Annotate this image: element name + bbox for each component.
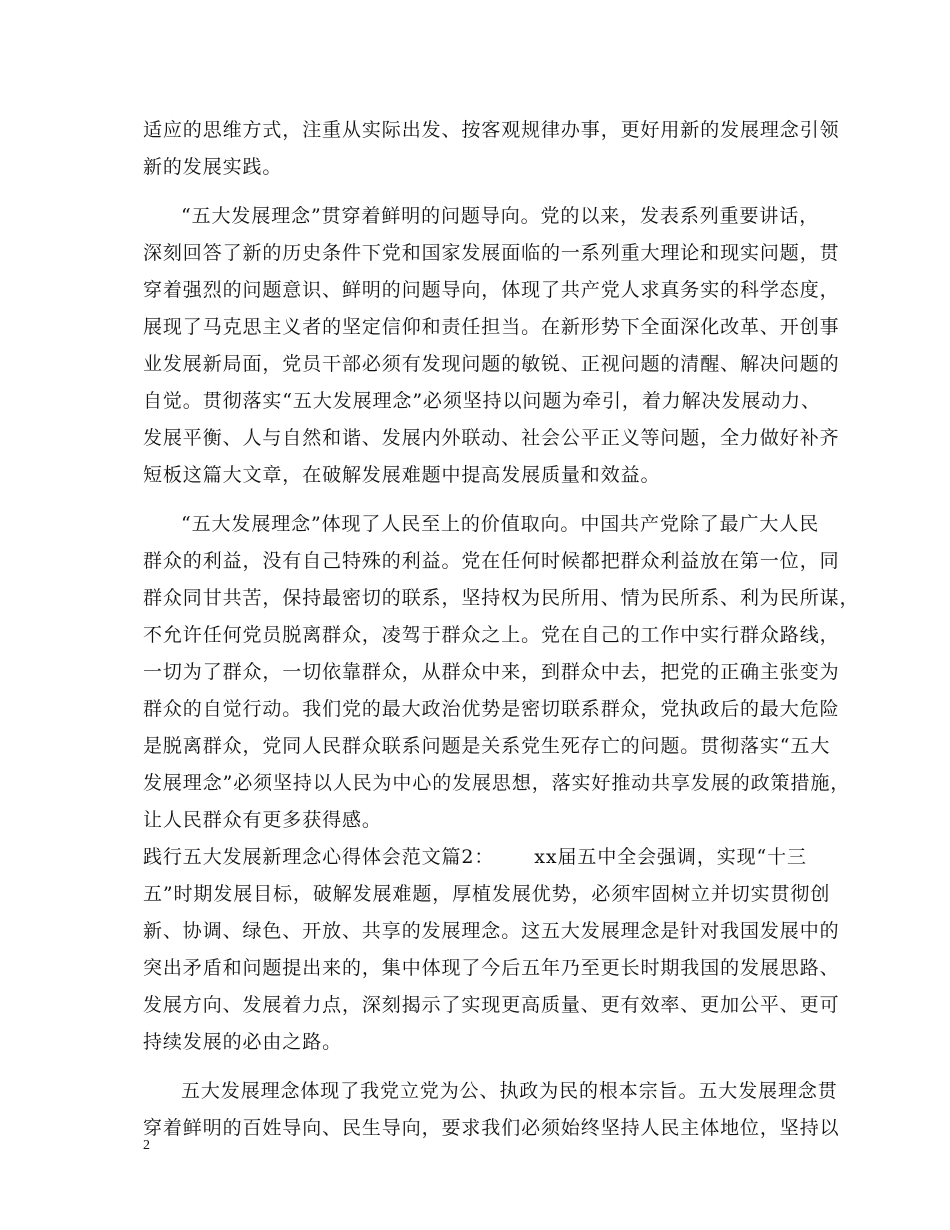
body-text-line: 不允许任何党员脱离群众，凌驾于群众之上。党在自己的工作中实行群众路线，	[143, 624, 840, 646]
body-text-line: 发展平衡、人与自然和谐、发展内外联动、社会公平正义等问题，全力做好补齐	[143, 427, 840, 449]
body-text-line: 新、协调、绿色、开放、共享的发展理念。这五大发展理念是针对我国发展中的	[143, 920, 840, 942]
section-heading-line	[143, 845, 843, 869]
body-text-line: 发展理念”必须坚持以人民为中心的发展思想，落实好推动共享发展的政策措施，	[143, 772, 851, 794]
paragraph-start-line: 五大发展理念体现了我党立党为公、执政为民的根本宗旨。五大发展理念贯	[181, 1080, 838, 1102]
body-text-line: 穿着强烈的问题意识、鲜明的问题导向，体现了共产党人求真务实的科学态度，	[143, 279, 840, 301]
body-text-line: 自觉。贯彻落实“五大发展理念”必须坚持以问题为牵引，着力解决发展动力、	[143, 390, 821, 412]
body-text-line: 一切为了群众，一切依靠群众，从群众中来，到群众中去，把党的正确主张变为	[143, 661, 840, 683]
body-text-line: 业发展新局面，党员干部必须有发现问题的敏锐、正视问题的清醒、解决问题的	[143, 353, 840, 375]
body-text-line: 群众的利益，没有自己特殊的利益。党在任何时候都把群众利益放在第一位，同	[143, 550, 840, 572]
body-text-line: 穿着鲜明的百姓导向、民生导向，要求我们必须始终坚持人民主体地位，坚持以	[143, 1117, 840, 1139]
body-text-line: 让人民群众有更多获得感。	[143, 809, 382, 831]
body-text-line: 群众的自觉行动。我们党的最大政治优势是密切联系群众，党执政后的最大危险	[143, 698, 840, 720]
section-heading: 践行五大发展新理念心得体会范文篇2：	[143, 846, 495, 868]
body-text-line: 发展方向、发展着力点，深刻揭示了实现更高质量、更有效率、更加公平、更可	[143, 994, 840, 1016]
body-text-inline: xx届五中全会强调，实现“十三	[534, 846, 807, 868]
body-text-line: 深刻回答了新的历史条件下党和国家发展面临的一系列重大理论和现实问题，贯	[143, 242, 840, 264]
paragraph-start-line: “五大发展理念”体现了人民至上的价值取向。中国共产党除了最广大人民	[181, 513, 820, 535]
body-text-line: 展现了马克思主义者的坚定信仰和责任担当。在新形势下全面深化改革、开创事	[143, 316, 840, 338]
body-text-line: 五”时期发展目标，破解发展难题，厚植发展优势，必须牢固树立并切实贯彻创	[143, 883, 831, 905]
body-text-line: 突出矛盾和问题提出来的，集中体现了今后五年乃至更长时期我国的发展思路、	[143, 957, 840, 979]
body-text-line: 群众同甘共苦，保持最密切的联系，坚持权为民所用、情为民所系、利为民所谋，	[143, 587, 860, 609]
body-text-line: 适应的思维方式，注重从实际出发、按客观规律办事，更好用新的发展理念引领	[143, 119, 840, 141]
body-text-line: 新的发展实践。	[143, 156, 283, 178]
body-text-line: 短板这篇大文章，在破解发展难题中提高发展质量和效益。	[143, 464, 661, 486]
paragraph-start-line: “五大发展理念”贯穿着鲜明的问题导向。党的以来，发表系列重要讲话，	[181, 205, 820, 227]
page-number: 2	[143, 1138, 150, 1153]
body-text-line: 持续发展的必由之路。	[143, 1031, 343, 1053]
body-text-line: 是脱离群众，党同人民群众联系问题是关系党生死存亡的问题。贯彻落实“五大	[143, 735, 831, 757]
